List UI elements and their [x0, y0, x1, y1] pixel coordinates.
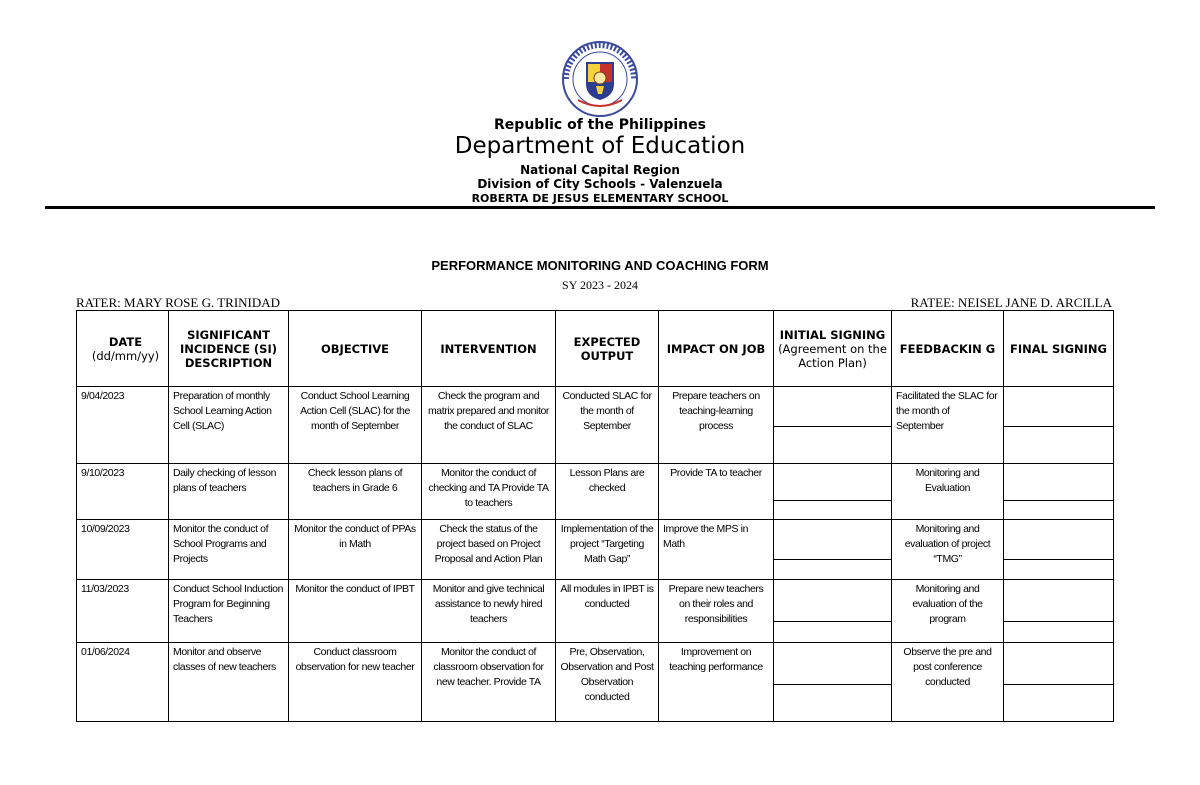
col-header-impact: IMPACT ON JOB	[659, 311, 774, 387]
col-date-format: (dd/mm/yy)	[91, 348, 160, 363]
header-division: Division of City Schools - Valenzuela	[477, 177, 723, 191]
cell-feedback: Monitoring and evaluation of project “TMG”	[892, 520, 1004, 580]
cell-date: 10/09/2023	[77, 520, 169, 580]
col-header-output: EXPECTED OUTPUT	[556, 311, 659, 387]
header-divider	[45, 206, 1155, 209]
cell-date: 11/03/2023	[77, 580, 169, 643]
cell-impact: Provide TA to teacher	[659, 464, 774, 520]
cell-impact: Improvement on teaching performance	[659, 643, 774, 722]
col-header-objective: OBJECTIVE	[289, 311, 422, 387]
header-republic: Republic of the Philippines	[494, 117, 706, 133]
col-header-initial-signing	[774, 311, 892, 387]
cell-date: 9/10/2023	[77, 464, 169, 520]
cell-objective: Monitor the conduct of IPBT	[289, 580, 422, 643]
cell-impact: Improve the MPS in Math	[659, 520, 774, 580]
cell-intervention: Monitor and give technical assistance to newly hired teachers	[422, 580, 556, 643]
ratee-name: RATEE: NEISEL JANE D. ARCILLA	[910, 295, 1112, 310]
cell-objective: Check lesson plans of teachers in Grade 6	[289, 464, 422, 520]
cell-output: Conducted SLAC for the month of September	[556, 387, 659, 464]
cell-feedback: Facilitated the SLAC for the month of September	[892, 387, 1004, 464]
cell-output: All modules in IPBT is conducted	[556, 580, 659, 643]
col-header-final-signing: FINAL SIGNING	[1004, 311, 1114, 387]
cell-initial-signing[interactable]	[774, 464, 892, 520]
cell-initial-signing[interactable]	[774, 387, 892, 464]
cell-date: 01/06/2024	[77, 643, 169, 722]
cell-objective: Conduct School Learning Action Cell (SLAC) for the month of September	[289, 387, 422, 464]
cell-date: 9/04/2023	[77, 387, 169, 464]
header-school: ROBERTA DE JESUS ELEMENTARY SCHOOL	[471, 192, 729, 205]
cell-output: Implementation of the project “Targeting Math Gap”	[556, 520, 659, 580]
cell-initial-signing[interactable]	[774, 643, 892, 722]
col-initial-sub: (Agreement on the Action Plan)	[778, 341, 887, 370]
rater-name: RATER: MARY ROSE G. TRINIDAD	[76, 295, 281, 310]
col-header-si: SIGNIFICANT INCIDENCE (SI) DESCRIPTION	[169, 311, 289, 387]
cell-output: Lesson Plans are checked	[556, 464, 659, 520]
cell-objective: Conduct classroom observation for new teacher	[289, 643, 422, 722]
cell-impact: Prepare teachers on teaching-learning process	[659, 387, 774, 464]
cell-si: Monitor the conduct of School Programs and Projects	[169, 520, 289, 580]
school-year: SY 2023 - 2024	[562, 278, 638, 292]
cell-objective: Monitor the conduct of PPAs in Math	[289, 520, 422, 580]
cell-impact: Prepare new teachers on their roles and responsibilities	[659, 580, 774, 643]
form-title: PERFORMANCE MONITORING AND COACHING FORM	[431, 258, 769, 273]
table-row	[77, 464, 1114, 520]
cell-intervention: Check the program and matrix prepared and monitor the conduct of SLAC	[422, 387, 556, 464]
col-header-feedback: FEEDBACKIN G	[892, 311, 1004, 387]
col-initial-label: INITIAL SIGNING	[779, 327, 886, 342]
col-header-date	[77, 311, 169, 387]
table-row	[77, 387, 1114, 464]
cell-final-signing[interactable]	[1004, 520, 1114, 580]
cell-intervention: Monitor the conduct of checking and TA Provide TA to teachers	[422, 464, 556, 520]
cell-si: Daily checking of lesson plans of teachers	[169, 464, 289, 520]
coaching-table	[76, 310, 1114, 722]
header-department: Department of Education	[454, 133, 746, 159]
table-row	[77, 580, 1114, 643]
cell-final-signing[interactable]	[1004, 464, 1114, 520]
cell-output: Pre, Observation, Observation and Post Observation conducted	[556, 643, 659, 722]
col-date-label: DATE	[108, 334, 143, 349]
cell-initial-signing[interactable]	[774, 520, 892, 580]
cell-feedback: Monitoring and Evaluation	[892, 464, 1004, 520]
cell-intervention: Monitor the conduct of classroom observation for new teacher. Provide TA	[422, 643, 556, 722]
deped-seal-logo	[556, 40, 644, 118]
cell-final-signing[interactable]	[1004, 643, 1114, 722]
cell-si: Preparation of monthly School Learning Action Cell (SLAC)	[169, 387, 289, 464]
cell-intervention: Check the status of the project based on Project Proposal and Action Plan	[422, 520, 556, 580]
table-header-row	[77, 311, 1114, 387]
cell-si: Conduct School Induction Program for Beginning Teachers	[169, 580, 289, 643]
cell-feedback: Observe the pre and post conference conducted	[892, 643, 1004, 722]
cell-final-signing[interactable]	[1004, 580, 1114, 643]
cell-final-signing[interactable]	[1004, 387, 1114, 464]
header-region: National Capital Region	[520, 163, 680, 177]
table-row	[77, 520, 1114, 580]
table-row	[77, 643, 1114, 722]
cell-initial-signing[interactable]	[774, 580, 892, 643]
col-header-intervention: INTERVENTION	[422, 311, 556, 387]
cell-feedback: Monitoring and evaluation of the program	[892, 580, 1004, 643]
cell-si: Monitor and observe classes of new teachers	[169, 643, 289, 722]
